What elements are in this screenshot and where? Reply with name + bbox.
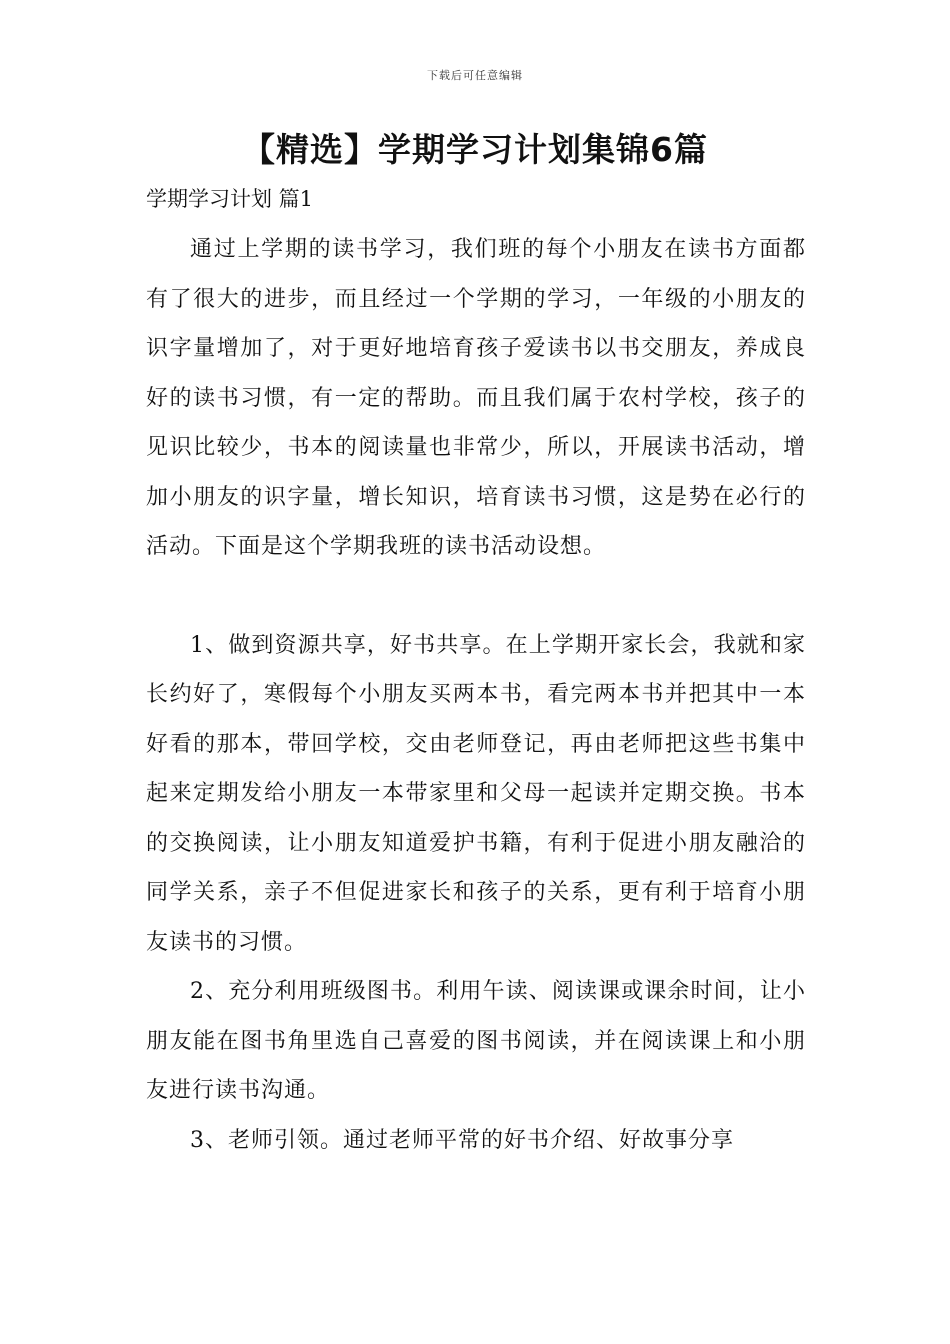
paragraph-item-1: 1、做到资源共享，好书共享。在上学期开家长会，我就和家长约好了，寒假每个小朋友买两本书，看完两本书并把其中一本好看的那本，带回学校，交由老师登记，再由老师把这些书集中起来定期发给小朋友一本带家里和父母一起读并定期交换。书本的交换阅读，让小朋友知道爱护书籍，有利于促进小朋友融洽的同学关系，亲子不但促进家长和孩子的关系，更有利于培育小朋友读书的习惯。 bbox=[146, 632, 806, 955]
header-note: 下载后可任意编辑 bbox=[427, 69, 523, 82]
document-body bbox=[146, 225, 806, 1165]
paragraph-item-2: 2、充分利用班级图书。利用午读、阅读课或课余时间，让小朋友能在图书角里选自己喜爱的图书阅读，并在阅读课上和小朋友进行读书沟通。 bbox=[146, 979, 806, 1103]
paragraph-intro: 通过上学期的读书学习，我们班的每个小朋友在读书方面都有了很大的进步，而且经过一个学期的学习，一年级的小朋友的识字量增加了，对于更好地培育孩子爱读书以书交朋友，养成良好的读书习惯，有一定的帮助。而且我们属于农村学校，孩子的见识比较少，书本的阅读量也非常少，所以，开展读书活动，增加小朋友的识字量，增长知识，培育读书习惯，这是势在必行的活动。下面是这个学期我班的读书活动设想。 bbox=[146, 237, 806, 559]
paragraph-item-3: 3、老师引领。通过老师平常的好书介绍、好故事分享 bbox=[190, 1127, 734, 1153]
section-heading: 学期学习计划 篇1 bbox=[146, 187, 314, 211]
document-title: 【精选】学期学习计划集锦6篇 bbox=[242, 130, 708, 169]
